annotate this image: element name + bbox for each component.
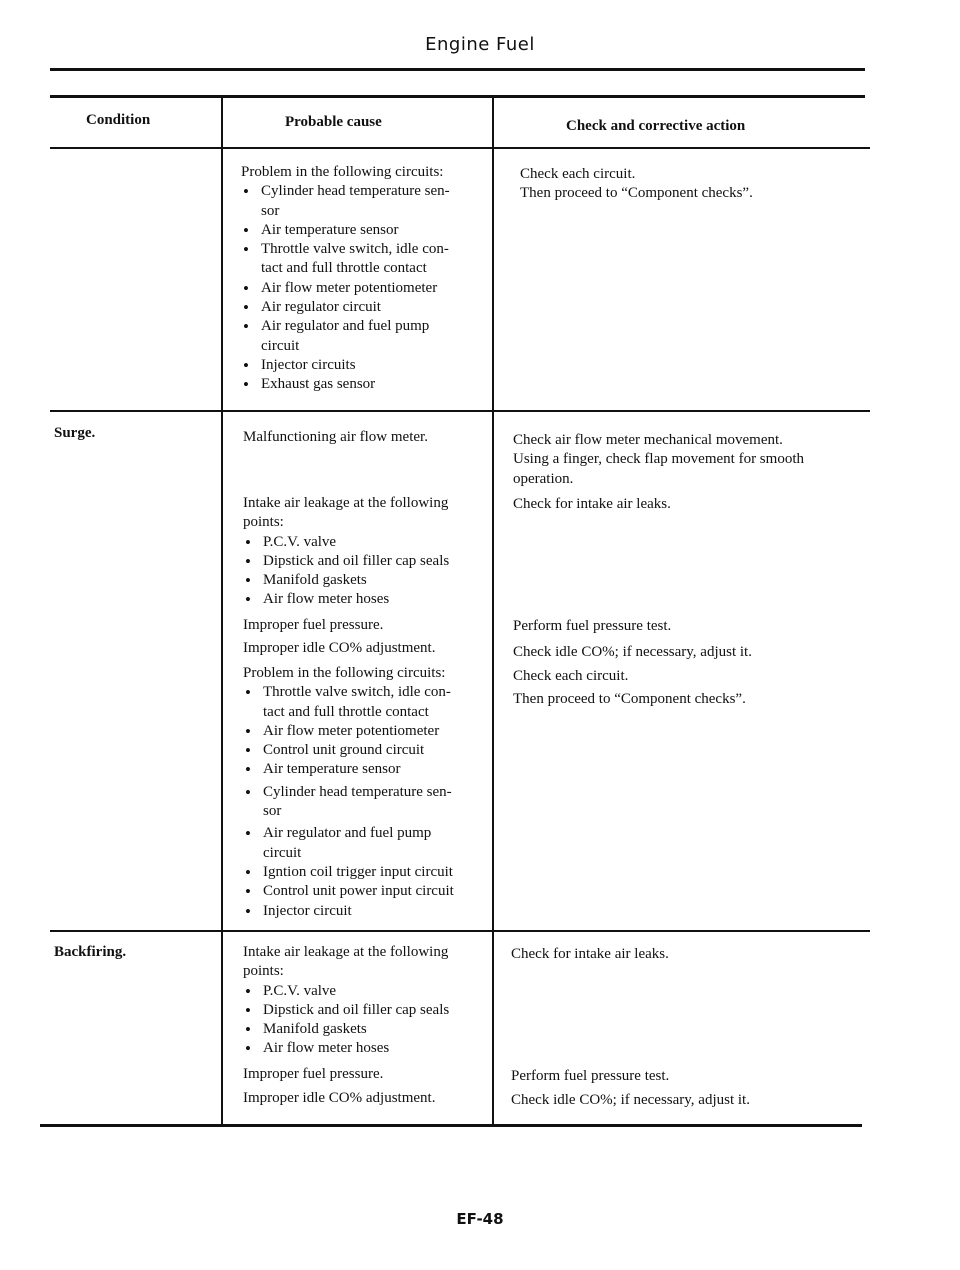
action-line: Check each circuit.	[520, 166, 636, 182]
action-line: operation.	[513, 470, 574, 487]
list-item: • Air temperature sensor	[243, 760, 454, 779]
list-item: • Air flow meter hoses	[243, 1039, 449, 1058]
header-rule	[50, 68, 865, 71]
column-header-cause: Probable cause	[285, 114, 382, 130]
list-item: • Exhaust gas sensor	[241, 375, 450, 394]
page-title: Engine Fuel	[425, 34, 535, 55]
row3-action-2: Perform fuel pressure test.	[511, 1068, 670, 1084]
row1-cause-intro: Problem in the following circuits:	[241, 164, 444, 180]
list-item-continued: circuit	[263, 844, 302, 861]
action-line: Check each circuit.	[513, 668, 629, 684]
row-divider-2	[50, 930, 870, 932]
list-item: • Manifold gaskets	[243, 571, 449, 590]
row2-cause-4: Improper idle CO% adjustment.	[243, 640, 436, 656]
list-item: • P.C.V. valve	[243, 982, 449, 1001]
row3-cause-2: Improper fuel pressure.	[243, 1066, 384, 1082]
list-item: • Air flow meter hoses	[243, 590, 449, 609]
page-number: EF-48	[456, 1210, 504, 1228]
header-bottom-rule	[50, 147, 870, 149]
column-header-condition: Condition	[86, 112, 151, 128]
cause-intro: points:	[243, 514, 284, 531]
condition-backfiring: Backfiring.	[54, 944, 127, 960]
list-item: • Manifold gaskets	[243, 1020, 449, 1039]
row2-cause-5	[243, 664, 454, 921]
list-item: • Control unit ground circuit	[243, 741, 454, 760]
list-item-continued: sor	[263, 803, 282, 820]
list-item: • Air regulator and fuel pump	[243, 824, 454, 843]
cause-intro: Problem in the following circuits:	[243, 665, 446, 681]
list-item: • Cylinder head temperature sen-	[243, 783, 454, 802]
list-item: • Injector circuit	[243, 902, 454, 921]
row2-action-5	[513, 667, 746, 710]
list-item: • Dipstick and oil filler cap seals	[243, 552, 449, 571]
list-item: • Igntion coil trigger input circuit	[243, 863, 454, 882]
list-item: • Air regulator circuit	[241, 298, 450, 317]
list-item: • Air flow meter potentiometer	[243, 722, 454, 741]
row2-cause-3: Improper fuel pressure.	[243, 617, 384, 633]
list-item: • P.C.V. valve	[243, 533, 449, 552]
row3-action-1: Check for intake air leaks.	[511, 946, 669, 962]
table-bottom-rule	[40, 1124, 862, 1127]
list-item-continued: sor	[261, 202, 280, 219]
list-item: • Air flow meter potentiometer	[241, 279, 450, 298]
list-item: • Throttle valve switch, idle con-	[241, 240, 450, 259]
row-divider-1	[50, 410, 870, 412]
row2-action-4: Check idle CO%; if necessary, adjust it.	[513, 644, 752, 660]
row3-action-3: Check idle CO%; if necessary, adjust it.	[511, 1092, 750, 1108]
row2-action-3: Perform fuel pressure test.	[513, 618, 672, 634]
list-item: • Air temperature sensor	[241, 221, 450, 240]
list-item: • Control unit power input circuit	[243, 882, 454, 901]
column-header-action: Check and corrective action	[566, 118, 746, 134]
list-item-continued: tact and full throttle contact	[263, 703, 429, 720]
list-item: • Cylinder head temperature sen-	[241, 182, 450, 201]
row2-action-1	[513, 431, 863, 489]
cause-intro: Intake air leakage at the following	[243, 944, 449, 960]
column-divider-1	[221, 96, 223, 1126]
cause-intro: points:	[243, 963, 284, 980]
row1-cause	[241, 163, 450, 395]
row3-cause-3: Improper idle CO% adjustment.	[243, 1090, 436, 1106]
list-item-continued: circuit	[261, 337, 300, 354]
action-line: Using a finger, check flap movement for smooth	[513, 451, 804, 468]
row2-cause-2	[243, 494, 449, 610]
row2-action-2: Check for intake air leaks.	[513, 496, 671, 512]
row3-cause-1	[243, 943, 449, 1059]
list-item: • Air regulator and fuel pump	[241, 317, 450, 336]
action-line: Then proceed to “Component checks”.	[513, 691, 746, 708]
action-line: Then proceed to “Component checks”.	[520, 185, 753, 202]
column-divider-2	[492, 96, 494, 1126]
action-line: Check air flow meter mechanical movement.	[513, 432, 783, 448]
list-item: • Throttle valve switch, idle con-	[243, 683, 454, 702]
list-item: • Dipstick and oil filler cap seals	[243, 1001, 449, 1020]
cause-intro: Intake air leakage at the following	[243, 495, 449, 511]
row1-action	[520, 165, 753, 204]
table-top-rule	[50, 95, 865, 98]
row2-cause-1: Malfunctioning air flow meter.	[243, 429, 428, 445]
list-item-continued: tact and full throttle contact	[261, 260, 427, 277]
list-item: • Injector circuits	[241, 356, 450, 375]
condition-surge: Surge.	[54, 425, 96, 441]
